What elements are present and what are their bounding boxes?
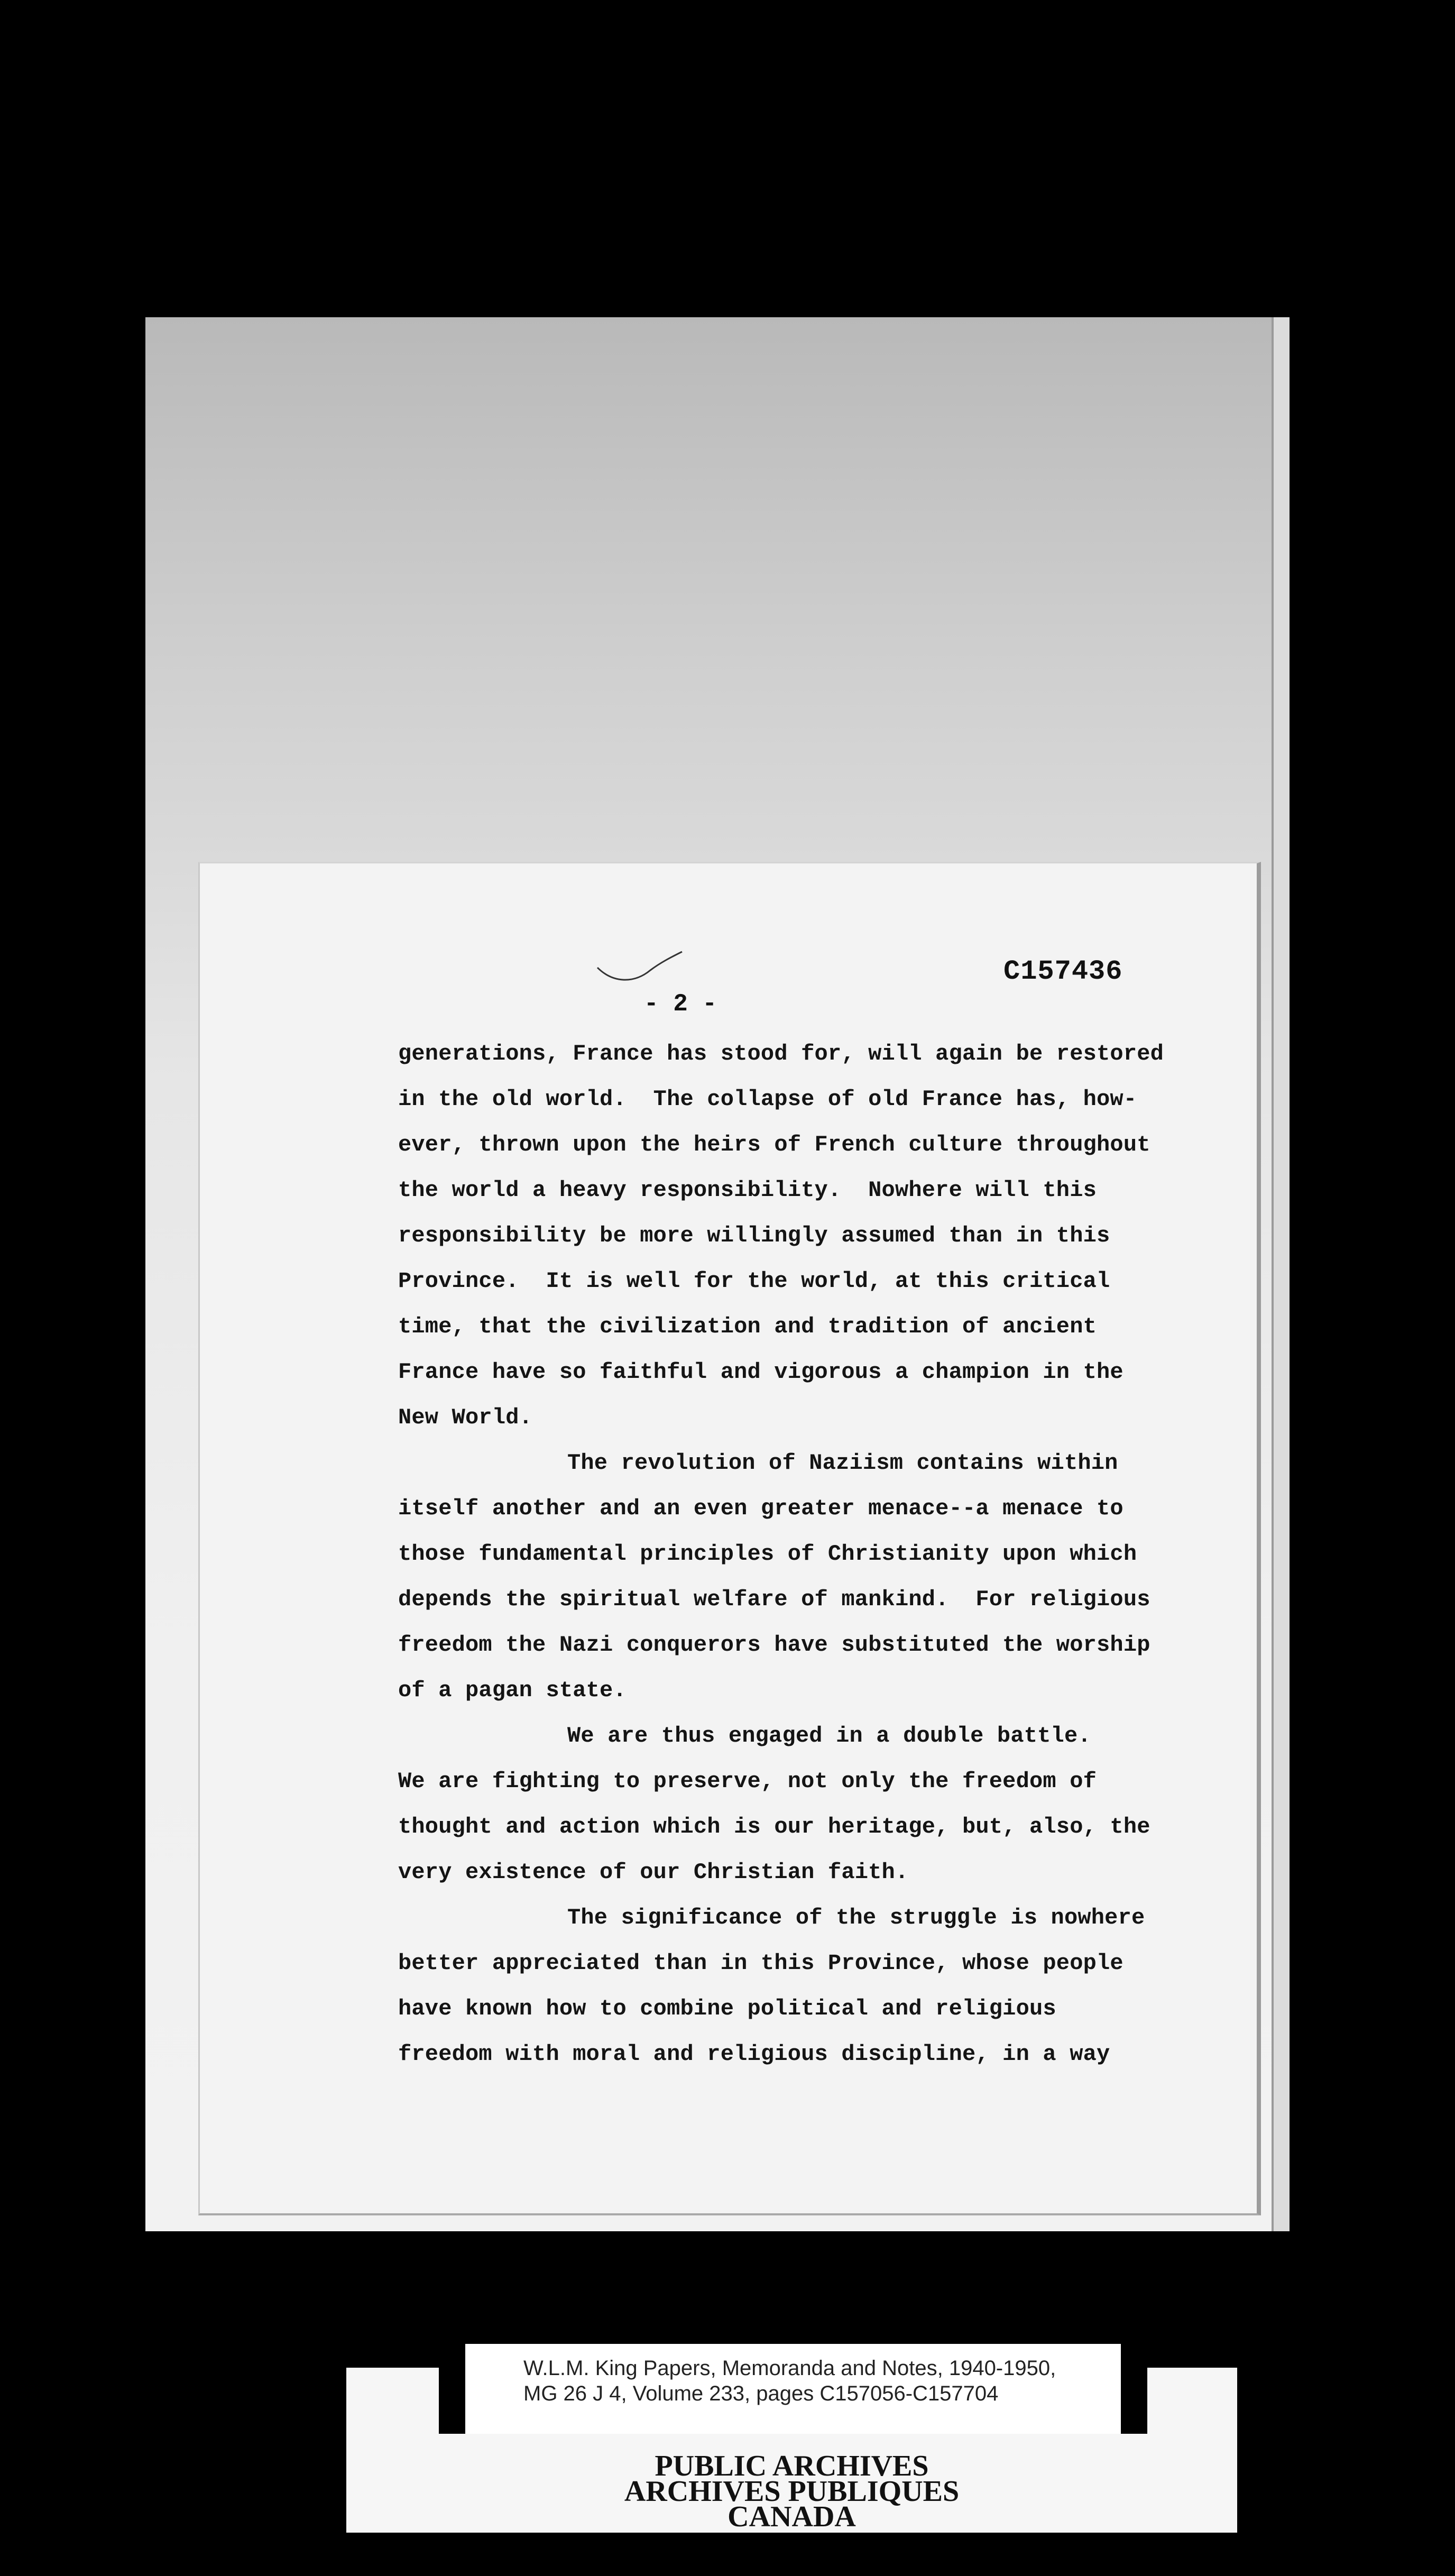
text-line: depends the spiritual welfare of mankind. For religious xyxy=(398,1587,1150,1612)
stamp-text xyxy=(346,2450,1237,2533)
text-line: freedom with moral and religious discipline, in a way xyxy=(398,2041,1110,2067)
text-line: those fundamental principles of Christianity upon which xyxy=(398,1541,1137,1567)
text-line: The revolution of Naziism contains within xyxy=(567,1450,1118,1476)
page-number: - 2 - xyxy=(644,990,717,1018)
text-line: freedom the Nazi conquerors have substituted the worship xyxy=(398,1632,1150,1658)
reference-line-1: W.L.M. King Papers, Memoranda and Notes, 1940-1950, xyxy=(523,2357,1056,2380)
text-line: time, that the civilization and tradition of ancient xyxy=(398,1314,1097,1339)
text-line: very existence of our Christian faith. xyxy=(398,1860,909,1885)
text-line: the world a heavy responsibility. Nowhere will this xyxy=(398,1177,1097,1203)
text-line: of a pagan state. xyxy=(398,1678,627,1703)
text-line: responsibility be more willingly assumed than in this xyxy=(398,1223,1110,1248)
text-line: generations, France has stood for, will again be restored xyxy=(398,1041,1164,1066)
text-line: have known how to combine political and religious xyxy=(398,1996,1056,2021)
text-line: France have so faithful and vigorous a champion in the xyxy=(398,1359,1124,1385)
reference-line-2: MG 26 J 4, Volume 233, pages C157056-C157704 xyxy=(523,2382,999,2405)
pen-mark-scribble xyxy=(592,946,687,989)
text-line: The significance of the struggle is nowhere xyxy=(567,1905,1145,1930)
stamp-notch-right xyxy=(1121,2368,1147,2434)
back-sheet-edge xyxy=(1272,317,1290,2231)
stamp-notch-left xyxy=(439,2368,465,2434)
stamp-line-2: ARCHIVES PUBLIQUES xyxy=(624,2475,960,2508)
text-line: better appreciated than in this Province, whose people xyxy=(398,1951,1124,1976)
text-line: in the old world. The collapse of old France has, how- xyxy=(398,1087,1137,1112)
stamp-line-1: PUBLIC ARCHIVES xyxy=(655,2450,929,2482)
text-line: Province. It is well for the world, at this critical xyxy=(398,1268,1110,1294)
text-line: itself another and an even greater menace--a menace to xyxy=(398,1496,1124,1521)
archive-number: C157436 xyxy=(1003,956,1123,987)
text-line: We are thus engaged in a double battle. xyxy=(567,1723,1091,1749)
text-line: New World. xyxy=(398,1405,533,1430)
text-line: thought and action which is our heritage, but, also, the xyxy=(398,1814,1150,1839)
stamp-line-3: CANADA xyxy=(728,2500,856,2533)
body-text xyxy=(398,1031,1244,2077)
reference-card xyxy=(465,2344,1121,2434)
document-page xyxy=(198,862,1261,2215)
text-line: We are fighting to preserve, not only the freedom of xyxy=(398,1769,1097,1794)
text-line: ever, thrown upon the heirs of French culture throughout xyxy=(398,1132,1150,1157)
